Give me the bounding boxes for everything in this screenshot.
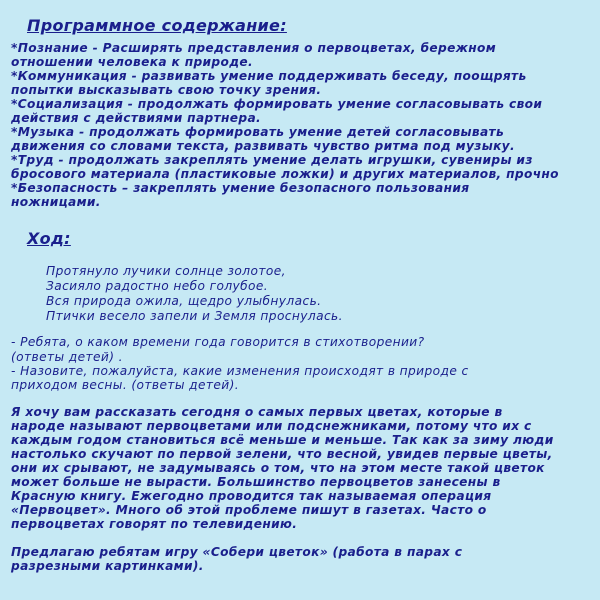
program-line: попытки высказывать свою точку зрения. <box>11 83 322 97</box>
program-line: бросового материала (пластиковые ложки) и других материалов, прочно <box>11 167 559 181</box>
poem-line: Птички весело запели и Земля проснулась. <box>46 309 343 323</box>
program-line: *Социализация - продолжать формировать умение согласовывать свои <box>11 97 543 111</box>
game-line: Предлагаю ребятам игру «Собери цветок» (работа в парах с <box>11 545 463 559</box>
question-line: - Назовите, пожалуйста, какие изменения происходят в природе с <box>11 364 469 378</box>
program-line: *Коммуникация - развивать умение поддерживать беседу, поощрять <box>11 69 527 83</box>
program-line: отношении человека к природе. <box>11 55 254 69</box>
program-line: *Познание - Расширять представления о первоцветах, бережном <box>11 41 497 55</box>
question-line: (ответы детей) . <box>11 350 123 364</box>
question-line: приходом весны. (ответы детей). <box>11 378 240 392</box>
story-line: настолько скучают по первой зелени, что весной, увидев первые цветы, <box>11 447 553 461</box>
program-line: *Музыка - продолжать формировать умение детей согласовывать <box>11 125 505 139</box>
story-line: Красную книгу. Ежегодно проводится так называемая операция <box>11 489 492 503</box>
program-line: *Труд - продолжать закреплять умение делать игрушки, сувениры из <box>11 153 533 167</box>
game-line: разрезными картинками). <box>11 559 204 573</box>
question-line: - Ребята, о каком времени года говорится в стихотворении? <box>11 335 425 349</box>
story-line: первоцветах говорят по телевидению. <box>11 517 298 531</box>
story-line: они их срывают, не задумываясь о том, что на этом месте такой цветок <box>11 461 545 475</box>
story-line: «Первоцвет». Много об этой проблеме пишут в газетах. Часто о <box>11 503 487 517</box>
story-line: может больше не вырасти. Большинство первоцветов занесены в <box>11 475 501 489</box>
program-heading: Программное содержание: <box>27 16 287 35</box>
program-line: *Безопасность – закреплять умение безопасного пользования <box>11 181 470 195</box>
poem-line: Протянуло лучики солнце золотое, <box>46 264 286 278</box>
story-line: каждым годом становиться всё меньше и меньше. Так как за зиму люди <box>11 433 554 447</box>
program-line: ножницами. <box>11 195 101 209</box>
poem-line: Вся природа ожила, щедро улыбнулась. <box>46 294 322 308</box>
course-heading: Ход: <box>27 229 71 248</box>
poem-line: Засияло радостно небо голубое. <box>46 279 269 293</box>
program-line: действия с действиями партнера. <box>11 111 262 125</box>
story-line: народе называют первоцветами или подснежниками, потому что их с <box>11 419 532 433</box>
story-line: Я хочу вам рассказать сегодня о самых первых цветах, которые в <box>11 405 503 419</box>
program-line: движения со словами текста, развивать чувство ритма под музыку. <box>11 139 515 153</box>
